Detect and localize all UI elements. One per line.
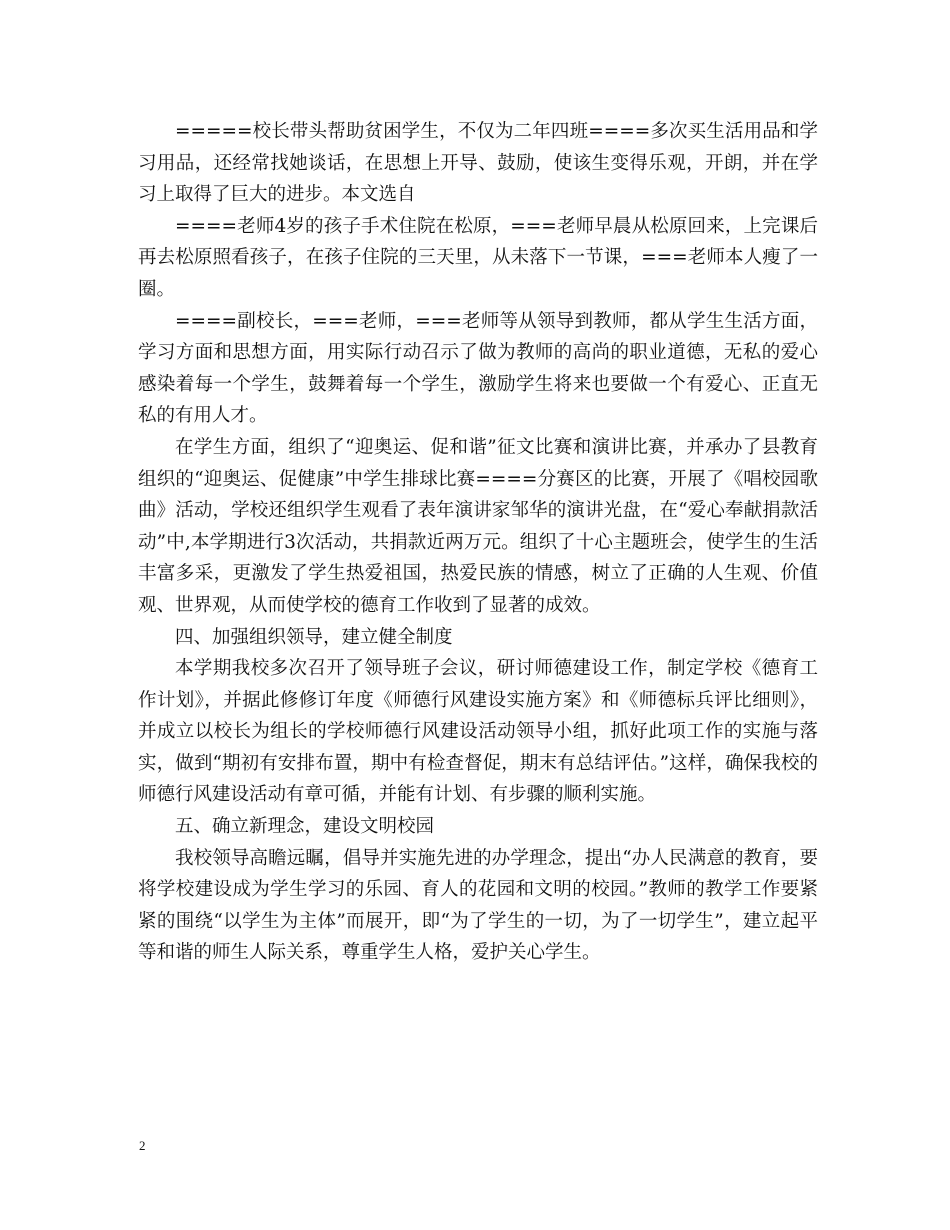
paragraph-leaders-and-teachers: ====副校长，===老师，===老师等从领导到教师，都从学生生活方面，学习方面和思想方面，用实际行动召示了做为教师的高尚的职业道德，无私的爱心感染着每一个学生，鼓舞着每一个学生，激励学生将来也要做一个有爱心、正直无私的有用人才。 bbox=[138, 310, 818, 427]
paragraph-principal-helping-students: =====校长带头帮助贫困学生，不仅为二年四班====多次买生活用品和学习用品，还经常找她谈话，在思想上开导、鼓励，使该生变得乐观，开朗，并在学习上取得了巨大的进步。本文选自 bbox=[138, 121, 818, 206]
page-number: 2 bbox=[139, 1138, 146, 1153]
document-body bbox=[138, 116, 818, 969]
paragraph-student-activities: 在学生方面，组织了“迎奥运、促和谐”征文比赛和演讲比赛，并承办了县教育组织的“迎奥运、促健康”中学生排球比赛====分赛区的比赛，开展了《唱校园歌曲》活动，学校还组织学生观看了表年演讲家邹华的演讲光盘，在“爱心奉献捐款活动”中,本学期进行3次活动，共捐款近两万元。组织了十心主题班会，使学生的生活丰富多采，更激发了学生热爱祖国，热爱民族的情感，树立了正确的人生观、价值观、世界观，从而使学校的德育工作收到了显著的成效。 bbox=[138, 436, 818, 616]
section-heading-four: 四、加强组织领导，建立健全制度 bbox=[175, 626, 453, 648]
paragraph-teacher-child-hospital: ====老师4岁的孩子手术住院在松原，===老师早晨从松原回来，上完课后再去松原照看孩子，在孩子住院的三天里，从未落下一节课，===老师本人瘦了一圈。 bbox=[138, 215, 818, 300]
section-heading-five: 五、确立新理念，建设文明校园 bbox=[175, 816, 435, 838]
paragraph-new-philosophy: 我校领导高瞻远瞩，倡导并实施先进的办学理念，提出“办人民满意的教育，要将学校建设成为学生学习的乐园、育人的花园和文明的校园。”教师的教学工作要紧紧的围绕“以学生为主体”而展开，即“为了学生的一切，为了一切学生”，建立起平等和谐的师生人际关系，尊重学生人格，爱护关心学生。 bbox=[138, 847, 818, 964]
paragraph-organization-leadership: 本学期我校多次召开了领导班子会议，研讨师德建设工作，制定学校《德育工作计划》，并据此修修订年度《师德行风建设实施方案》和《师德标兵评比细则》，并成立以校长为组长的学校师德行风建设活动领导小组，抓好此项工作的实施与落实，做到“期初有安排布置，期中有检查督促，期末有总结评估。”这样，确保我校的师德行风建设活动有章可循，并能有计划、有步骤的顺利实施。 bbox=[138, 658, 818, 806]
